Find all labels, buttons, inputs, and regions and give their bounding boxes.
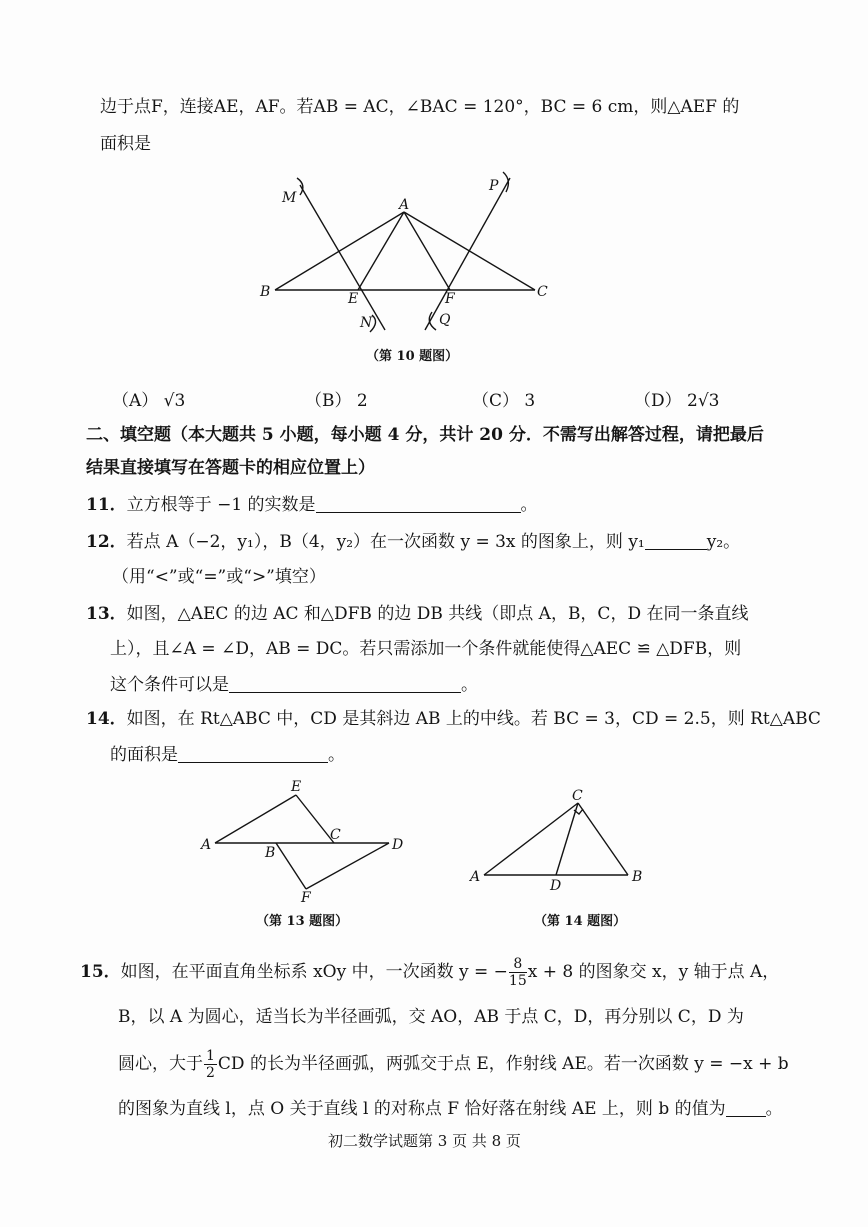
fig13-label-A: A: [201, 837, 212, 853]
q15-line4-wrap: [118, 1098, 783, 1120]
q15-line1-a: 如图，在平面直角坐标系 xOy 中，一次函数 y = −: [120, 962, 508, 982]
q13-end: 。: [461, 675, 478, 695]
q15-frac1-numerator: 8: [509, 956, 527, 973]
page-footer: 初二数学试题第 3 页 共 8 页: [328, 1132, 521, 1150]
fig14-label-D: D: [550, 878, 562, 894]
label-M: M: [282, 190, 297, 206]
q14-line2: 的面积是: [110, 745, 178, 765]
q11-end: 。: [520, 495, 538, 515]
q13-number: 13．: [86, 604, 127, 624]
q15-answer-blank[interactable]: [726, 1098, 766, 1117]
q12-number: 12．: [86, 532, 127, 552]
fig13-label-C: C: [330, 827, 341, 843]
label-C: C: [537, 284, 548, 300]
section-2-heading-line2: 结果直接填写在答题卡的相应位置上）: [86, 458, 375, 478]
q10-text-line1: 边于点F，连接AE，AF。若AB = AC，∠BAC = 120°，BC = 6 cm，则△AEF 的: [100, 97, 740, 117]
option-b: （B） 2: [305, 391, 368, 411]
figure-14-caption: （第 14 题图）: [534, 914, 627, 929]
q11-number: 11．: [86, 495, 127, 515]
section-2-heading-line1: 二、填空题（本大题共 5 小题，每小题 4 分，共计 20 分．不需写出解答过程，请把最后: [86, 425, 764, 445]
label-E: E: [348, 291, 359, 307]
label-Q: Q: [439, 312, 451, 328]
figure-13-caption: （第 13 题图）: [256, 914, 349, 929]
figure-10-caption: （第 10 题图）: [366, 349, 459, 364]
fig13-label-E: E: [291, 779, 302, 795]
q15-line2: B，以 A 为圆心，适当长为半径画弧，交 AO，AB 于点 C，D，再分别以 C，D 为: [118, 1007, 744, 1027]
option-c: （C） 3: [472, 391, 536, 411]
fig14-label-A: A: [470, 869, 481, 885]
q13-line3: 这个条件可以是: [110, 675, 229, 695]
q11-text: 立方根等于 −1 的实数是: [126, 495, 316, 515]
fig14-label-B: B: [632, 869, 643, 885]
fig13-label-D: D: [392, 837, 404, 853]
q13-line2: 上），且∠A = ∠D，AB = DC。若只需添加一个条件就能使得△AEC ≌ △DFB，则: [110, 639, 742, 659]
option-a: （A） √3: [112, 391, 186, 411]
q15-number: 15．: [80, 962, 121, 982]
fig13-label-B: B: [265, 845, 276, 861]
q12-text-b: y₂。: [706, 532, 741, 552]
label-N: N: [360, 315, 373, 331]
q15-frac2-denominator: 2: [206, 1065, 215, 1081]
q14-end: 。: [328, 745, 345, 765]
q12-line2: （用“<”或“=”或“>”填空）: [112, 567, 326, 587]
q15-line3: [118, 1048, 789, 1081]
q12-text-a: 若点 A（−2，y₁），B（4，y₂）在一次函数 y = 3x 的图象上，则 y₁: [126, 532, 645, 552]
fig14-label-C: C: [572, 788, 583, 804]
q15-fraction-1-2: [204, 1048, 217, 1081]
q15-line3-b: CD 的长为半径画弧，两弧交于点 E，作射线 AE。若一次函数 y = −x + b: [217, 1054, 789, 1074]
label-B: B: [260, 284, 271, 300]
q15-line4: 的图象为直线 l，点 O 关于直线 l 的对称点 F 恰好落在射线 AE 上，则 b 的值为: [118, 1099, 726, 1119]
q14-line1: 如图，在 Rt△ABC 中，CD 是其斜边 AB 上的中线。若 BC = 3，CD = 2.5，则 Rt△ABC: [126, 709, 821, 729]
option-d: （D） 2√3: [634, 391, 720, 411]
q15-end: 。: [765, 1099, 783, 1119]
q10-text-line2: 面积是: [100, 134, 151, 154]
q15-line1-b: x + 8 的图象交 x，y 轴于点 A，: [527, 962, 780, 982]
label-F: F: [445, 291, 455, 307]
question-15: [80, 956, 779, 989]
label-P: P: [489, 178, 499, 194]
fig13-label-F: F: [301, 890, 311, 906]
label-A: A: [399, 197, 410, 213]
q15-frac1-denominator: 15: [508, 973, 527, 989]
q14-number: 14．: [86, 709, 127, 729]
q15-frac2-numerator: 1: [206, 1048, 215, 1064]
q13-line1: 如图，△AEC 的边 AC 和△DFB 的边 DB 共线（即点 A，B，C，D 在同一条直线: [126, 604, 749, 624]
q15-fraction-8-15: [509, 956, 527, 989]
q15-line3-a: 圆心，大于: [118, 1054, 203, 1074]
